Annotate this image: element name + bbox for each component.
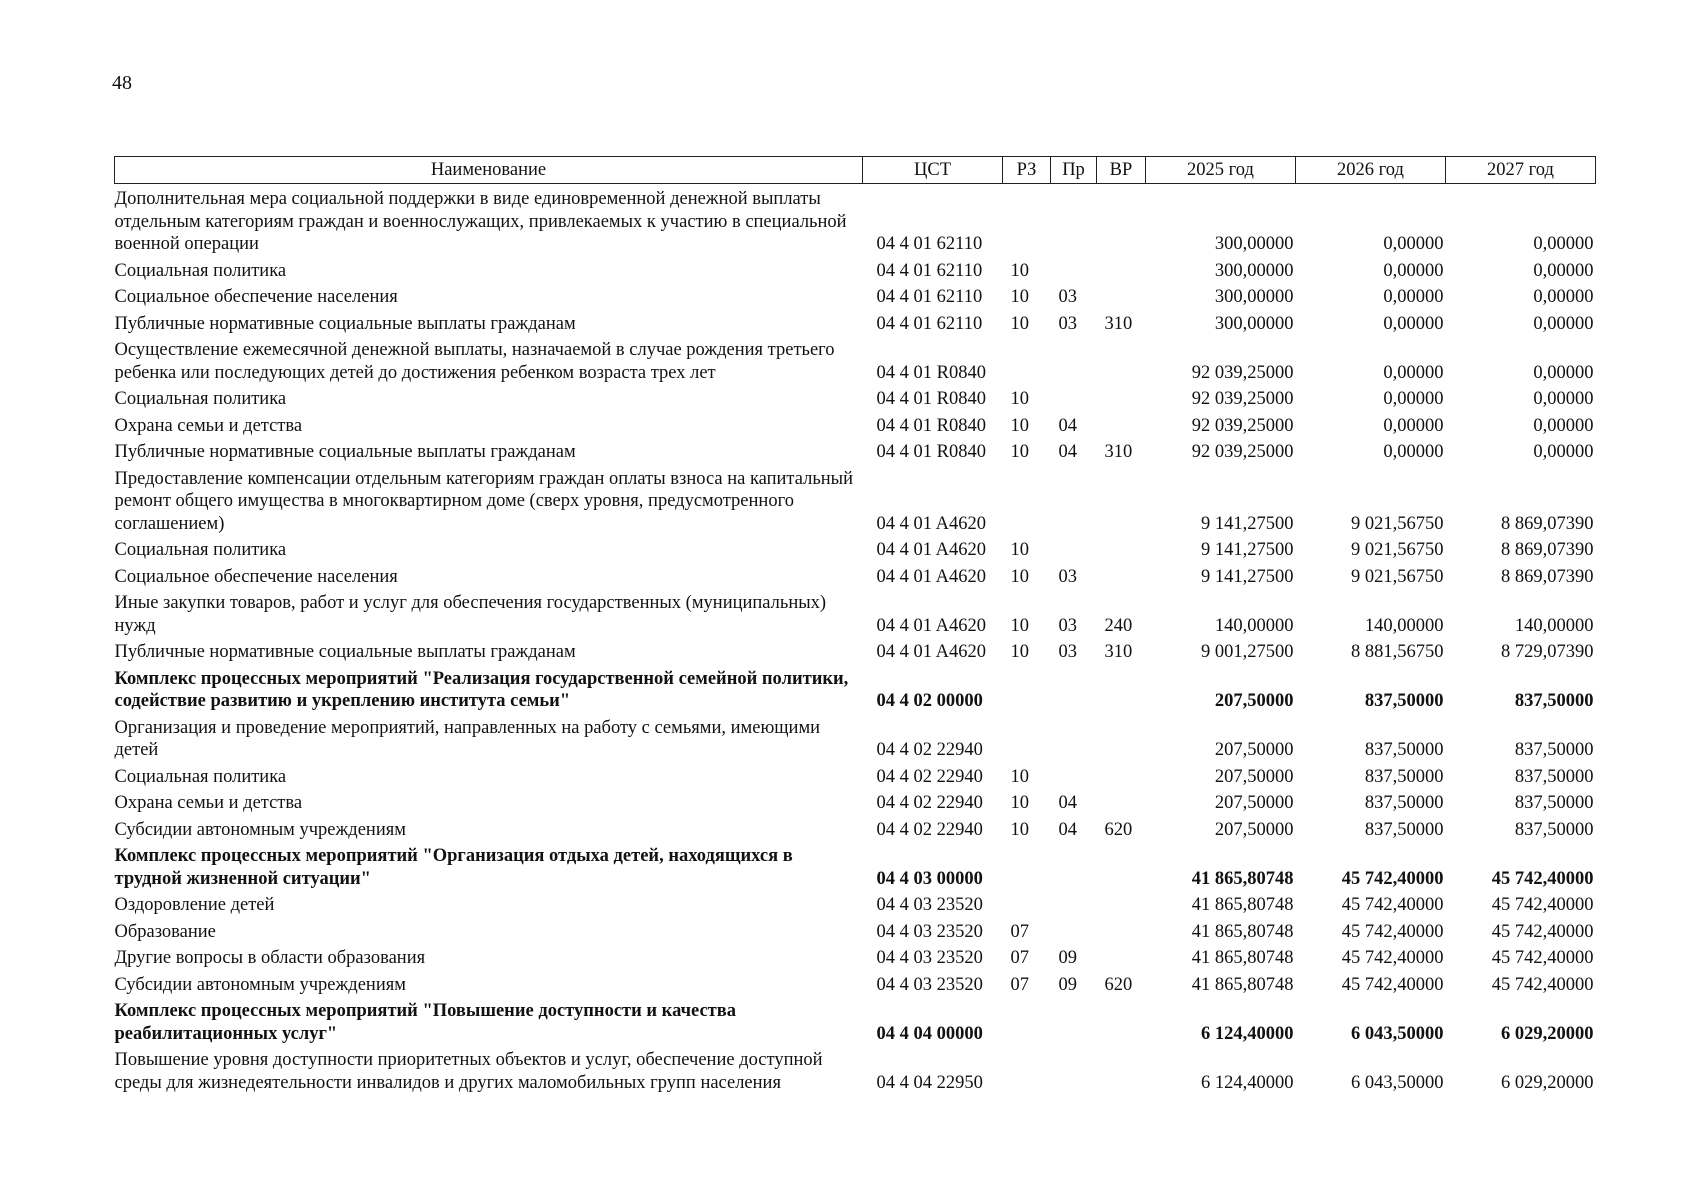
cell-pr: 03	[1058, 566, 1077, 587]
cell-cst: 04 4 01 A4620	[876, 566, 986, 587]
header-vr: ВР	[1097, 157, 1146, 184]
table-row	[115, 184, 1596, 256]
cell-y2025: 92 039,25000	[1191, 362, 1294, 383]
cell-y2027: 8 869,07390	[1501, 566, 1594, 587]
cell-y2025: 9 141,27500	[1201, 513, 1294, 534]
cell-vr	[1097, 943, 1146, 970]
cell-y2025: 41 865,80748	[1191, 921, 1294, 942]
cell-cst: 04 4 01 R0840	[876, 362, 986, 383]
cell-pr	[1051, 335, 1097, 384]
cell-cst: 04 4 02 22940	[876, 819, 983, 840]
cell-vr	[1097, 788, 1146, 815]
cell-name: Оздоровление детей	[114, 895, 275, 915]
header-pr: Пр	[1051, 157, 1097, 184]
cell-y2027: 837,50000	[1514, 740, 1594, 760]
cell-cst: 04 4 01 A4620	[876, 540, 986, 560]
cell-vr	[1097, 996, 1146, 1045]
table-row	[115, 788, 1596, 815]
cell-cst: 04 4 03 23520	[876, 948, 983, 968]
cell-y2025: 207,50000	[1214, 793, 1294, 813]
cell-vr: 310	[1104, 642, 1133, 662]
cell-y2025: 92 039,25000	[1191, 415, 1294, 436]
cell-vr	[1097, 562, 1146, 589]
cell-rz: 07	[1010, 921, 1029, 942]
cell-rz: 10	[1010, 819, 1029, 840]
cell-y2026: 0,00000	[1383, 442, 1444, 462]
cell-pr	[1051, 184, 1097, 256]
cell-pr: 03	[1058, 642, 1077, 662]
cell-y2027: 837,50000	[1514, 691, 1594, 711]
table-row	[115, 384, 1596, 411]
table-row	[115, 890, 1596, 917]
cell-rz: 10	[1010, 389, 1029, 409]
cell-y2026: 837,50000	[1364, 740, 1444, 760]
table-header	[115, 157, 1596, 184]
cell-name: Охрана семьи и детства	[114, 415, 303, 436]
cell-name: Социальное обеспечение населения	[114, 566, 398, 587]
cell-name: Публичные нормативные социальные выплаты гражданам	[114, 442, 576, 462]
cell-y2026: 45 742,40000	[1341, 948, 1444, 968]
table-row	[115, 637, 1596, 664]
cell-name: Другие вопросы в области образования	[114, 948, 426, 968]
cell-pr	[1051, 713, 1097, 762]
cell-name: Охрана семьи и детства	[114, 793, 303, 813]
table-row	[115, 464, 1596, 536]
cell-y2026: 6 043,50000	[1351, 1023, 1444, 1044]
cell-rz	[1003, 664, 1051, 713]
cell-y2025: 9 001,27500	[1201, 642, 1294, 662]
cell-name: Публичные нормативные социальные выплаты гражданам	[114, 642, 576, 662]
cell-y2027: 837,50000	[1514, 766, 1594, 787]
cell-y2027: 8 869,07390	[1501, 513, 1594, 534]
cell-y2026: 45 742,40000	[1341, 895, 1444, 915]
header-2026: 2026 год	[1296, 157, 1446, 184]
cell-y2026: 0,00000	[1383, 260, 1444, 281]
cell-vr	[1097, 1045, 1146, 1094]
cell-rz: 10	[1010, 260, 1029, 281]
cell-y2026: 6 043,50000	[1351, 1072, 1444, 1093]
cell-y2026: 0,00000	[1383, 389, 1444, 409]
cell-y2027: 0,00000	[1533, 389, 1594, 409]
cell-y2026: 837,50000	[1364, 793, 1444, 813]
table-row	[115, 970, 1596, 997]
cell-rz: 07	[1010, 974, 1029, 995]
cell-pr: 03	[1058, 313, 1077, 334]
cell-vr: 620	[1104, 974, 1133, 995]
cell-cst: 04 4 03 23520	[876, 895, 983, 915]
cell-y2027: 0,00000	[1533, 442, 1594, 462]
cell-vr: 620	[1104, 819, 1133, 840]
cell-y2026: 0,00000	[1383, 313, 1444, 334]
cell-vr	[1097, 890, 1146, 917]
cell-cst: 04 4 01 62110	[876, 313, 983, 334]
cell-y2025: 92 039,25000	[1191, 442, 1294, 462]
cell-name: Осуществление ежемесячной денежной выплаты, назначаемой в случае рождения третьего ребенка или последующих детей до достижения ребенком возраста трех лет	[114, 340, 835, 383]
table-row	[115, 335, 1596, 384]
cell-name: Социальная политика	[114, 389, 287, 409]
cell-y2025: 300,00000	[1214, 287, 1294, 307]
cell-cst: 04 4 03 23520	[876, 921, 983, 942]
cell-rz	[1003, 890, 1051, 917]
cell-cst: 04 4 02 22940	[876, 766, 983, 787]
cell-name: Комплекс процессных мероприятий "Организация отдыха детей, находящихся в трудной жизненной ситуации"	[114, 846, 793, 889]
cell-name: Социальное обеспечение населения	[114, 287, 398, 307]
cell-y2026: 0,00000	[1383, 362, 1444, 383]
cell-y2025: 207,50000	[1214, 766, 1294, 787]
cell-y2026: 45 742,40000	[1341, 868, 1444, 889]
cell-name: Социальная политика	[114, 540, 287, 560]
cell-vr: 310	[1104, 313, 1133, 334]
cell-vr	[1097, 464, 1146, 536]
cell-y2027: 6 029,20000	[1501, 1072, 1594, 1093]
cell-y2027: 140,00000	[1514, 615, 1594, 636]
cell-pr: 04	[1058, 442, 1077, 462]
cell-y2027: 0,00000	[1533, 415, 1594, 436]
cell-y2026: 9 021,56750	[1351, 513, 1444, 534]
cell-y2026: 9 021,56750	[1351, 540, 1444, 560]
cell-pr: 09	[1058, 948, 1077, 968]
cell-vr: 240	[1104, 615, 1133, 636]
table-row	[115, 282, 1596, 309]
cell-rz: 10	[1010, 415, 1029, 436]
cell-y2025: 41 865,80748	[1191, 974, 1294, 995]
cell-y2027: 837,50000	[1514, 793, 1594, 813]
table-row	[115, 815, 1596, 842]
cell-y2027: 6 029,20000	[1501, 1023, 1594, 1044]
table-row	[115, 562, 1596, 589]
cell-rz	[1003, 464, 1051, 536]
cell-rz: 10	[1010, 793, 1029, 813]
table-row	[115, 713, 1596, 762]
table-row	[115, 256, 1596, 283]
cell-name: Социальная политика	[114, 260, 287, 281]
cell-cst: 04 4 01 R0840	[876, 442, 986, 462]
cell-cst: 04 4 01 62110	[876, 287, 983, 307]
cell-y2025: 140,00000	[1214, 615, 1294, 636]
cell-name: Образование	[114, 921, 216, 942]
cell-y2025: 207,50000	[1214, 819, 1294, 840]
cell-y2026: 0,00000	[1383, 287, 1444, 307]
cell-cst: 04 4 03 00000	[876, 868, 983, 889]
cell-y2025: 9 141,27500	[1201, 566, 1294, 587]
cell-rz	[1003, 1045, 1051, 1094]
cell-pr	[1051, 1045, 1097, 1094]
cell-name: Социальная политика	[114, 766, 287, 787]
cell-cst: 04 4 01 A4620	[876, 642, 986, 662]
cell-y2025: 41 865,80748	[1191, 868, 1294, 889]
cell-y2025: 9 141,27500	[1201, 540, 1294, 560]
table-row	[115, 917, 1596, 944]
cell-name: Субсидии автономным учреждениям	[114, 974, 406, 995]
cell-pr: 03	[1058, 287, 1077, 307]
cell-y2025: 300,00000	[1214, 260, 1294, 281]
cell-y2027: 0,00000	[1533, 362, 1594, 383]
cell-rz: 10	[1010, 642, 1029, 662]
cell-name: Повышение уровня доступности приоритетных объектов и услуг, обеспечение доступной среды для жизнедеятельности инвалидов и других маломобильных групп населения	[114, 1050, 823, 1093]
cell-cst: 04 4 04 00000	[876, 1023, 983, 1044]
table-row	[115, 1045, 1596, 1094]
cell-y2025: 207,50000	[1214, 740, 1294, 760]
cell-pr: 04	[1058, 793, 1077, 813]
cell-name: Дополнительная мера социальной поддержки в виде единовременной денежной выплаты отдельным категориям граждан и военнослужащих, привлекаемых к участию в специальной военной операции	[114, 189, 847, 254]
table-row	[115, 841, 1596, 890]
header-cst: ЦСТ	[863, 157, 1003, 184]
cell-rz	[1003, 335, 1051, 384]
cell-y2026: 837,50000	[1364, 819, 1444, 840]
cell-rz: 10	[1010, 566, 1029, 587]
cell-pr: 04	[1058, 819, 1077, 840]
cell-vr	[1097, 713, 1146, 762]
cell-rz: 10	[1010, 766, 1029, 787]
cell-cst: 04 4 03 23520	[876, 974, 983, 995]
cell-y2027: 0,00000	[1533, 287, 1594, 307]
cell-cst: 04 4 02 22940	[876, 740, 983, 760]
cell-vr	[1097, 762, 1146, 789]
table-row	[115, 309, 1596, 336]
cell-vr	[1097, 841, 1146, 890]
cell-cst: 04 4 01 R0840	[876, 389, 986, 409]
cell-vr	[1097, 384, 1146, 411]
header-2027: 2027 год	[1446, 157, 1596, 184]
table-row	[115, 588, 1596, 637]
header-2025: 2025 год	[1146, 157, 1296, 184]
cell-pr	[1051, 535, 1097, 562]
cell-name: Предоставление компенсации отдельным категориям граждан оплаты взноса на капитальный ремонт общего имущества в многоквартирном доме (сверх уровня, предусмотренного соглашением)	[114, 468, 854, 534]
cell-y2025: 300,00000	[1214, 313, 1294, 334]
cell-rz: 10	[1010, 540, 1029, 560]
cell-pr	[1051, 841, 1097, 890]
table-row	[115, 996, 1596, 1045]
cell-y2025: 92 039,25000	[1191, 389, 1294, 409]
cell-rz: 10	[1010, 442, 1029, 462]
cell-y2026: 0,00000	[1383, 415, 1444, 436]
table-row	[115, 943, 1596, 970]
cell-cst: 04 4 01 62110	[876, 260, 983, 281]
cell-pr	[1051, 890, 1097, 917]
cell-rz	[1003, 841, 1051, 890]
cell-rz	[1003, 184, 1051, 256]
cell-y2026: 140,00000	[1364, 615, 1444, 636]
cell-y2026: 837,50000	[1364, 766, 1444, 787]
cell-pr: 09	[1058, 974, 1077, 995]
cell-vr	[1097, 256, 1146, 283]
cell-y2027: 45 742,40000	[1491, 974, 1594, 995]
cell-name: Иные закупки товаров, работ и услуг для обеспечения государственных (муниципальных) нужд	[114, 593, 827, 636]
cell-pr	[1051, 256, 1097, 283]
cell-name: Комплекс процессных мероприятий "Реализация государственной семейной политики, содействие развитию и укреплению института семьи"	[114, 668, 849, 711]
cell-rz	[1003, 996, 1051, 1045]
table-row	[115, 535, 1596, 562]
cell-y2027: 8 729,07390	[1501, 642, 1594, 662]
cell-cst: 04 4 01 A4620	[876, 513, 986, 534]
header-rz: РЗ	[1003, 157, 1051, 184]
cell-pr	[1051, 384, 1097, 411]
cell-y2027: 0,00000	[1533, 234, 1594, 254]
cell-y2027: 45 742,40000	[1491, 868, 1594, 889]
cell-y2027: 8 869,07390	[1501, 540, 1594, 560]
cell-pr: 03	[1058, 615, 1077, 636]
cell-vr	[1097, 282, 1146, 309]
cell-y2025: 207,50000	[1214, 691, 1294, 711]
cell-pr	[1051, 464, 1097, 536]
cell-pr	[1051, 917, 1097, 944]
cell-cst: 04 4 01 A4620	[876, 615, 986, 636]
cell-vr	[1097, 917, 1146, 944]
cell-rz: 10	[1010, 615, 1029, 636]
cell-y2025: 41 865,80748	[1191, 948, 1294, 968]
page-number: 48	[112, 72, 132, 94]
cell-pr	[1051, 664, 1097, 713]
cell-y2026: 8 881,56750	[1351, 642, 1444, 662]
cell-vr	[1097, 535, 1146, 562]
cell-rz: 10	[1010, 287, 1029, 307]
cell-y2027: 45 742,40000	[1491, 895, 1594, 915]
table-row	[115, 664, 1596, 713]
cell-y2025: 41 865,80748	[1191, 895, 1294, 915]
cell-rz	[1003, 713, 1051, 762]
cell-y2027: 0,00000	[1533, 260, 1594, 281]
header-name: Наименование	[115, 157, 863, 184]
cell-pr: 04	[1058, 415, 1077, 436]
cell-y2026: 45 742,40000	[1341, 974, 1444, 995]
cell-cst: 04 4 02 22940	[876, 793, 983, 813]
cell-y2027: 0,00000	[1533, 313, 1594, 334]
cell-vr: 310	[1104, 442, 1133, 462]
table-row	[115, 437, 1596, 464]
cell-cst: 04 4 01 62110	[876, 234, 983, 254]
cell-y2026: 9 021,56750	[1351, 566, 1444, 587]
cell-cst: 04 4 04 22950	[876, 1072, 983, 1093]
table-row	[115, 411, 1596, 438]
cell-y2025: 300,00000	[1214, 234, 1294, 254]
table-body	[115, 184, 1596, 1095]
cell-name: Организация и проведение мероприятий, направленных на работу с семьями, имеющими детей	[114, 717, 821, 760]
cell-name: Субсидии автономным учреждениям	[114, 819, 406, 840]
cell-y2026: 0,00000	[1383, 234, 1444, 254]
cell-y2025: 6 124,40000	[1201, 1023, 1294, 1044]
cell-y2026: 837,50000	[1364, 691, 1444, 711]
cell-y2027: 837,50000	[1514, 819, 1594, 840]
cell-vr	[1097, 664, 1146, 713]
table-row	[115, 762, 1596, 789]
cell-vr	[1097, 335, 1146, 384]
cell-name: Публичные нормативные социальные выплаты гражданам	[114, 313, 576, 334]
cell-y2027: 45 742,40000	[1491, 948, 1594, 968]
cell-pr	[1051, 762, 1097, 789]
cell-pr	[1051, 996, 1097, 1045]
cell-y2025: 6 124,40000	[1201, 1072, 1294, 1093]
budget-table	[114, 156, 1596, 1094]
cell-cst: 04 4 02 00000	[876, 691, 983, 711]
cell-y2027: 45 742,40000	[1491, 921, 1594, 942]
cell-cst: 04 4 01 R0840	[876, 415, 986, 436]
cell-rz: 07	[1010, 948, 1029, 968]
cell-vr	[1097, 184, 1146, 256]
cell-name: Комплекс процессных мероприятий "Повышение доступности и качества реабилитационных услуг"	[114, 1001, 736, 1044]
cell-rz: 10	[1010, 313, 1029, 334]
cell-y2026: 45 742,40000	[1341, 921, 1444, 942]
cell-vr	[1097, 411, 1146, 438]
